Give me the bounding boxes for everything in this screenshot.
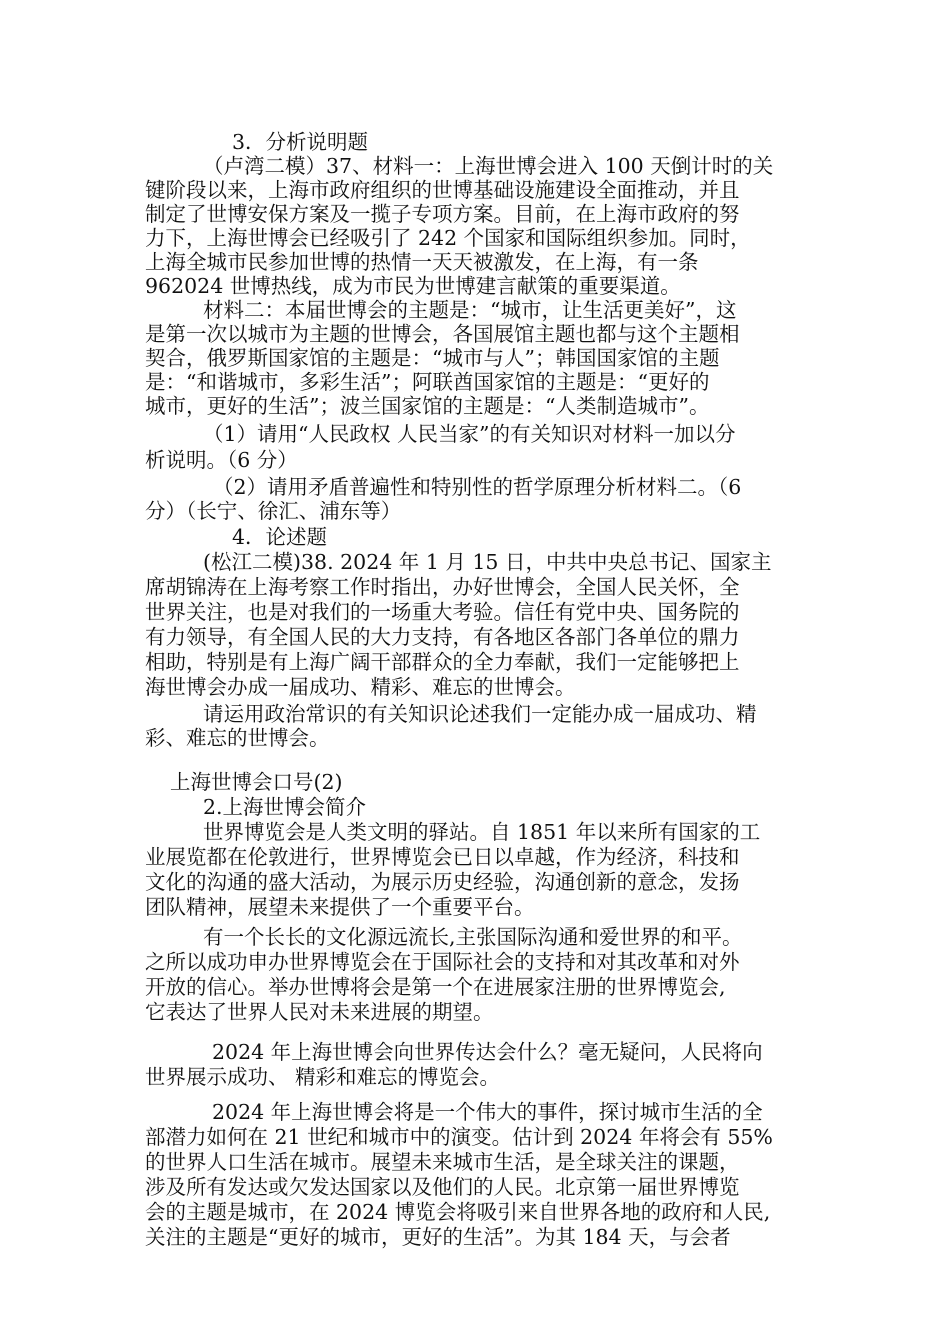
- paragraph-line: 请运用政治常识的有关知识论述我们一定能办成一届成功、精: [203, 702, 757, 726]
- paragraph-line: 有力领导，有全国人民的大力支持，有各地区各部门各单位的鼎力: [145, 625, 740, 649]
- paragraph-line: 开放的信心。举办世博将会是第一个在进展家注册的世界博览会,: [145, 975, 726, 999]
- paragraph-line: 世界关注，也是对我们的一场重大考验。信任有党中央、国务院的: [145, 600, 740, 624]
- slogan-heading: 上海世博会口号(2): [170, 770, 343, 794]
- paragraph-line: 力下，上海世博会已经吸引了 242 个国家和国际组织参加。同时，: [145, 226, 751, 250]
- paragraph-line: 相助，特别是有上海广阔干部群众的全力奉献，我们一定能够把上: [145, 650, 740, 674]
- paragraph-line: 2024 年上海世博会将是一个伟大的事件，探讨城市生活的全: [212, 1100, 763, 1124]
- paragraph-line: 上海全城市民参加世博的热情一天天被激发，在上海，有一条: [145, 250, 699, 274]
- paragraph-line: 业展览都在伦敦进行，世界博览会已日以卓越，作为经济，科技和: [145, 845, 740, 869]
- paragraph-line: 键阶段以来，上海市政府组织的世博基础设施建设全面推动，并且: [145, 178, 740, 202]
- paragraph-line: 彩、难忘的世博会。: [145, 726, 330, 750]
- paragraph-line: 之所以成功申办世界博览会在于国际社会的支持和对其改革和对外: [145, 950, 740, 974]
- paragraph-line: 是第一次以城市为主题的世博会，各国展馆主题也都与这个主题相: [145, 322, 740, 346]
- question-line: （2）请用矛盾普遍性和特别性的哲学原理分析材料二。（6: [213, 475, 742, 499]
- paragraph-line: （卢湾二模）37、材料一：上海世博会进入 100 天倒计时的关: [203, 154, 774, 178]
- paragraph-line: 会的主题是城市，在 2024 博览会将吸引来自世界各地的政府和人民,: [145, 1200, 771, 1224]
- paragraph-line: 席胡锦涛在上海考察工作时指出，办好世博会，全国人民关怀，全: [145, 575, 740, 599]
- section-heading-essay: 4．论述题: [232, 525, 328, 549]
- paragraph-line: 关注的主题是“更好的城市，更好的生活”。为其 184 天，与会者: [145, 1225, 731, 1249]
- question-line: 析说明。（6 分）: [145, 448, 298, 472]
- intro-heading: 2.上海世博会简介: [203, 795, 367, 819]
- paragraph-line: 文化的沟通的盛大活动，为展示历史经验，沟通创新的意念，发扬: [145, 870, 740, 894]
- paragraph-line: 2024 年上海世博会向世界传达会什么？毫无疑问，人民将向: [212, 1040, 763, 1064]
- paragraph-line: 涉及所有发达或欠发达国家以及他们的人民。北京第一届世界博览: [145, 1175, 740, 1199]
- section-heading-analysis: 3．分析说明题: [232, 130, 369, 154]
- question-line: 分）（长宁、徐汇、浦东等）: [145, 499, 402, 523]
- paragraph-line: 世界博览会是人类文明的驿站。自 1851 年以来所有国家的工: [203, 820, 761, 844]
- paragraph-line: 它表达了世界人民对未来进展的期望。: [145, 1000, 494, 1024]
- paragraph-line: (松江二模)38. 2024 年 1 月 15 日，中共中央总书记、国家主: [203, 550, 772, 574]
- paragraph-line: 海世博会办成一届成功、精彩、难忘的世博会。: [145, 675, 576, 699]
- paragraph-line: 962024 世博热线，成为市民为世博建言献策的重要渠道。: [145, 274, 681, 298]
- paragraph-line: 部潜力如何在 21 世纪和城市中的演变。估计到 2024 年将会有 55%: [145, 1125, 773, 1149]
- paragraph-line: 的世界人口生活在城市。展望未来城市生活，是全球关注的课题，: [145, 1150, 740, 1174]
- paragraph-line: 城市，更好的生活”；波兰国家馆的主题是：“人类制造城市”。: [145, 394, 710, 418]
- paragraph-line: 材料二：本届世博会的主题是：“城市，让生活更美好”，这: [203, 298, 737, 322]
- question-line: （1）请用“人民政权 人民当家”的有关知识对材料一加以分: [203, 422, 736, 446]
- paragraph-line: 契合，俄罗斯国家馆的主题是：“城市与人”；韩国国家馆的主题: [145, 346, 720, 370]
- paragraph-line: 世界展示成功、 精彩和难忘的博览会。: [145, 1065, 501, 1089]
- paragraph-line: 是：“和谐城市，多彩生活”；阿联酋国家馆的主题是：“更好的: [145, 370, 710, 394]
- paragraph-line: 制定了世博安保方案及一揽子专项方案。目前，在上海市政府的努: [145, 202, 740, 226]
- paragraph-line: 有一个长长的文化源远流长,主张国际沟通和爱世界的和平。: [203, 925, 743, 949]
- paragraph-line: 团队精神，展望未来提供了一个重要平台。: [145, 895, 535, 919]
